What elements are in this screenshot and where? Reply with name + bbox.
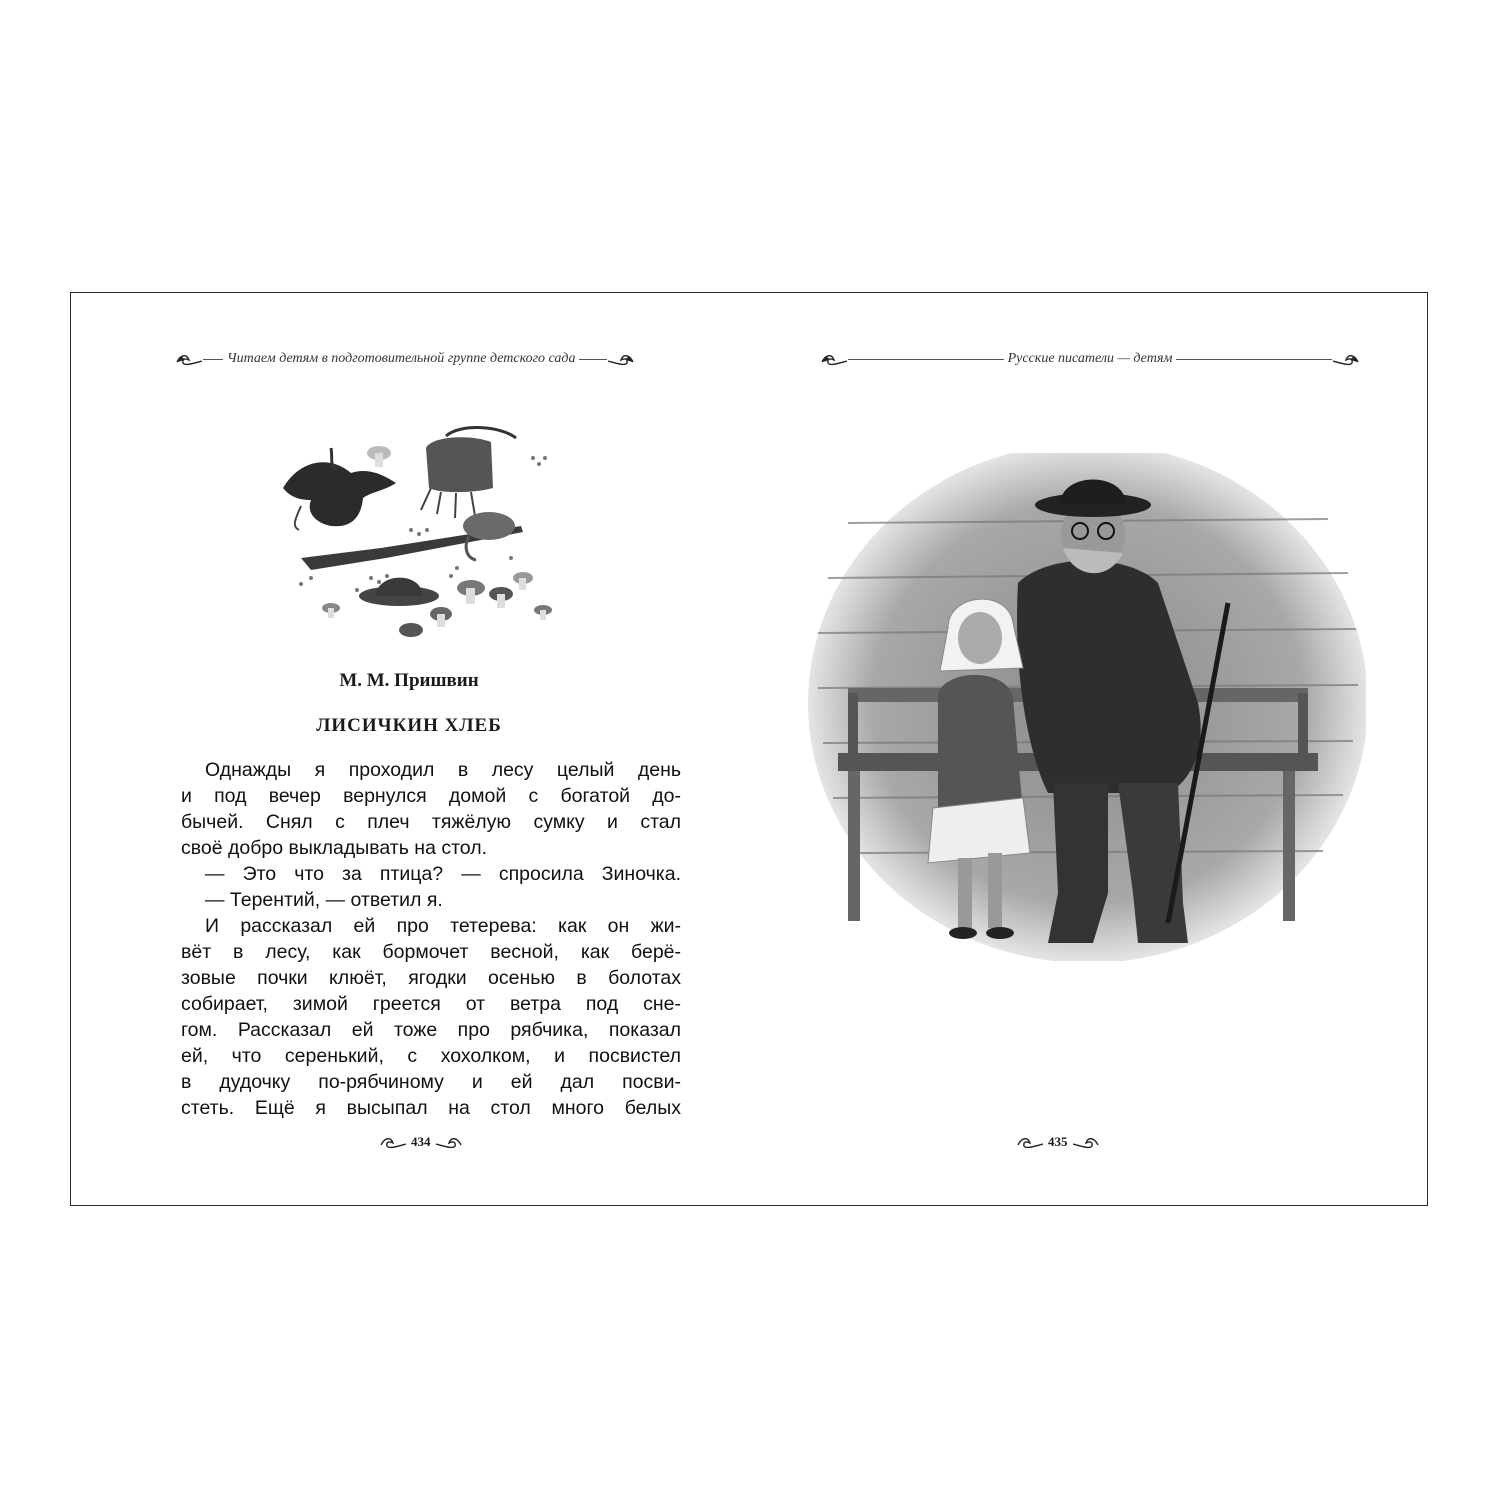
text-line: зовые почки клюёт, ягодки осенью в болотах: [181, 967, 681, 989]
rule-line: [848, 359, 1004, 360]
author-name: М. М. Пришвин: [339, 670, 479, 691]
flourish-left-icon: [175, 350, 203, 368]
flourish-right-icon: [435, 1133, 463, 1151]
text-line: своё добро выкладывать на стол.: [181, 837, 488, 859]
right-page: [750, 293, 1429, 1205]
flourish-right-icon: [1332, 350, 1360, 368]
page-number: 434: [411, 1134, 431, 1149]
text-line: И рассказал ей про тетерева: как он жи-: [205, 915, 681, 937]
page-number-right: [1016, 1133, 1100, 1151]
text-line: стеть. Ещё я высыпал на стол много белых: [181, 1097, 681, 1119]
left-running-head: [175, 347, 687, 371]
flourish-left-icon: [820, 350, 848, 368]
text-line: — Терентий, — ответил я.: [205, 889, 443, 911]
rule-line: [579, 359, 607, 360]
text-line: бычей. Снял с плеч тяжёлую сумку и стал: [181, 811, 681, 833]
old-man-and-girl-illustration: [808, 453, 1366, 961]
story-title: ЛИСИЧКИН ХЛЕБ: [316, 715, 502, 736]
page-number: 435: [1048, 1134, 1068, 1149]
flourish-left-icon: [379, 1133, 407, 1151]
text-line: собирает, зимой греется от ветра под сне-: [181, 993, 681, 1015]
rule-line: [1176, 359, 1332, 360]
page-number-left: [379, 1133, 463, 1151]
text-line: гом. Рассказал ей тоже про рябчика, показал: [181, 1019, 681, 1041]
flourish-right-icon: [1072, 1133, 1100, 1151]
left-page: [71, 293, 750, 1205]
text-line: и под вечер вернулся домой с богатой до-: [181, 785, 681, 807]
flourish-right-icon: [607, 350, 635, 368]
flourish-left-icon: [1016, 1133, 1044, 1151]
text-line: в дудочку по-рябчиному и ей дал посви-: [181, 1071, 681, 1093]
text-line: ей, что серенький, с хохолком, и посвистел: [181, 1045, 681, 1067]
book-spread: [70, 292, 1428, 1206]
body-text: [181, 757, 681, 1121]
right-running-head: [820, 347, 1360, 371]
rule-line: [203, 359, 223, 360]
text-line: вёт в лесу, как бормочет весной, как берё-: [181, 941, 681, 963]
hunting-still-life-illustration: [271, 418, 571, 648]
running-head-text: Читаем детям в подготовительной группе детского сада: [227, 351, 576, 366]
running-head-text: Русские писатели — детям: [1007, 351, 1173, 366]
text-line: Однажды я проходил в лесу целый день: [205, 759, 681, 781]
text-line: — Это что за птица? — спросила Зиночка.: [205, 863, 681, 885]
